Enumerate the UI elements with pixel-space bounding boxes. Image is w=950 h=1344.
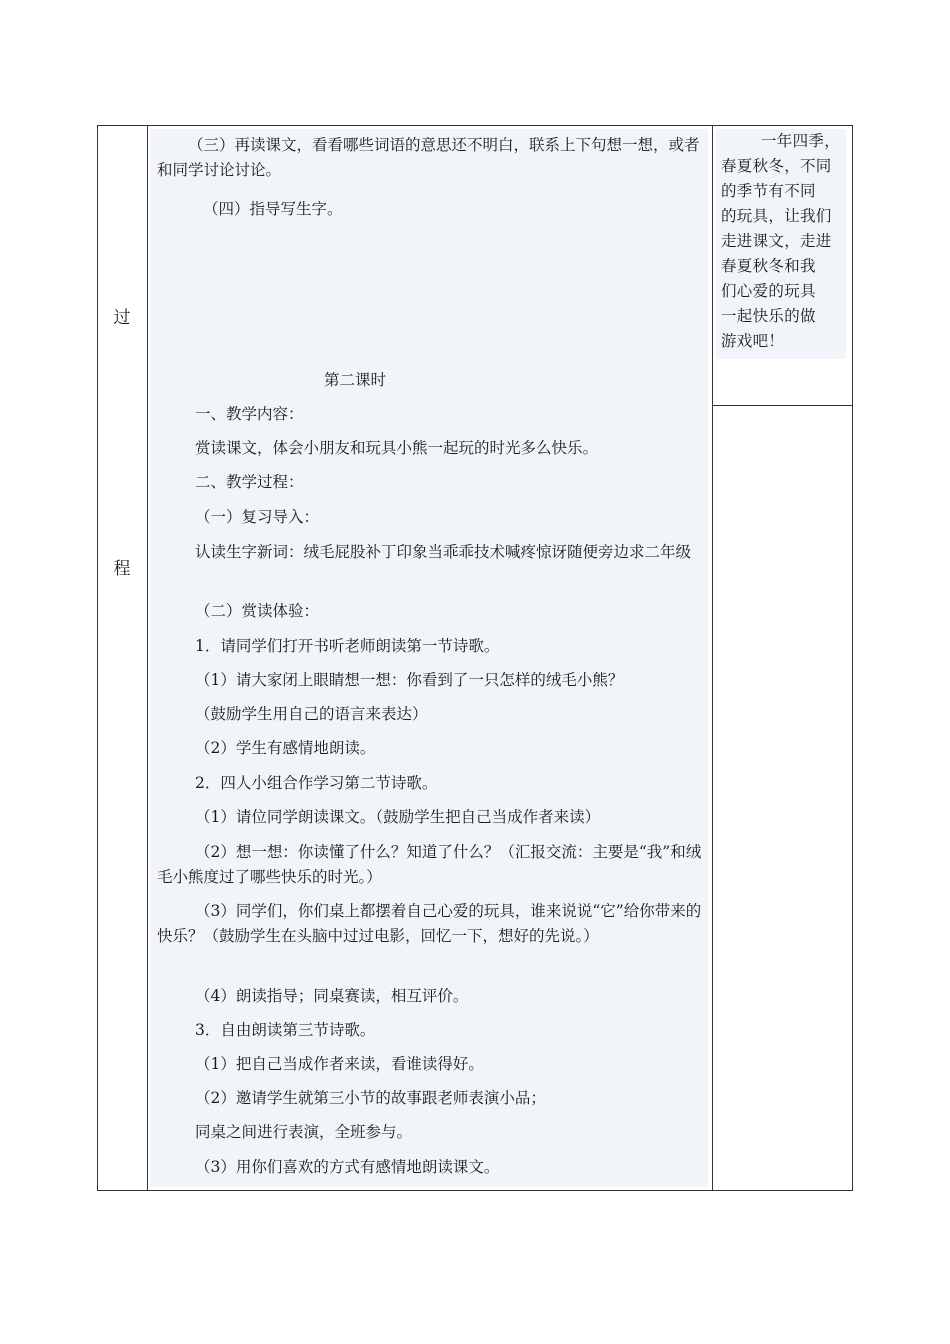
heading-process: 二、教学过程： <box>195 473 304 491</box>
item-2-2: （2）想一想：你读懂了什么？知道了什么？（汇报交流：主要是“我”和绒毛小熊度过了哪些快乐的时光。） <box>157 843 702 886</box>
label-cheng: 程 <box>113 559 131 579</box>
item-3-2: （2）邀请学生就第三小节的故事跟老师表演小品； <box>195 1089 546 1107</box>
item-1-note: （鼓励学生用自己的语言来表达） <box>195 705 428 723</box>
subheading-appreciation: （二）赏读体验： <box>195 602 320 620</box>
side-note-line: 的季节有不同 <box>721 182 816 200</box>
item-2-4: （4）朗读指导；同桌赛读，相互评价。 <box>195 987 469 1005</box>
item-3-3: （3）用你们喜欢的方式有感情地朗读课文。 <box>195 1158 500 1176</box>
item-2-1: （1）请位同学朗读课文。（鼓励学生把自己当成作者来读） <box>195 808 601 826</box>
subheading-review: （一）复习导入： <box>195 508 320 526</box>
side-note-line: 春夏秋冬和我 <box>721 257 816 275</box>
item-1-2: （2）学生有感情地朗读。 <box>195 739 376 757</box>
item-3-1: （1）把自己当成作者来读，看谁读得好。 <box>195 1055 484 1073</box>
side-note-line: 春夏秋冬，不同 <box>721 157 832 175</box>
label-guo: 过 <box>113 308 131 328</box>
paragraph-new-words: 认读生字新词：绒毛屁股补丁印象当乖乖技术喊疼惊讶随便旁边求二年级 <box>195 543 692 561</box>
item-2: 2．四人小组合作学习第二节诗歌。 <box>195 774 438 792</box>
heading-content: 一、教学内容： <box>195 405 304 423</box>
side-note <box>721 129 845 354</box>
side-note-line: 走进课文，走进 <box>721 232 832 250</box>
side-note-line: 一起快乐的做 <box>721 307 816 325</box>
side-note-line: 们心爱的玩具 <box>721 282 816 300</box>
side-note-line: 一年四季， <box>761 132 841 150</box>
item-3-2-cont: 同桌之间进行表演，全班参与。 <box>195 1123 413 1141</box>
side-note-line: 游戏吧！ <box>721 332 785 350</box>
column-divider-left <box>147 126 148 1190</box>
paragraph-writing: （四）指导写生字。 <box>203 200 343 218</box>
item-3: 3．自由朗读第三节诗歌。 <box>195 1021 376 1039</box>
item-1: 1．请同学们打开书听老师朗读第一节诗歌。 <box>195 637 500 655</box>
paragraph-reread: （三）再读课文，看看哪些词语的意思还不明白，联系上下句想一想，或者和同学讨论讨论。 <box>157 136 700 179</box>
section-title: 第二课时 <box>324 371 387 389</box>
item-1-1: （1）请大家闭上眼睛想一想：你看到了一只怎样的绒毛小熊？ <box>195 671 624 689</box>
item-2-3: （3）同学们，你们桌上都摆着自己心爱的玩具，谁来说说“它”给你带来的快乐？（鼓励学生在头脑中过过电影，回忆一下，想好的先说。） <box>157 902 702 945</box>
side-note-line: 的玩具，让我们 <box>721 207 832 225</box>
paragraph-content: 赏读课文，体会小朋友和玩具小熊一起玩的时光多么快乐。 <box>195 439 599 457</box>
